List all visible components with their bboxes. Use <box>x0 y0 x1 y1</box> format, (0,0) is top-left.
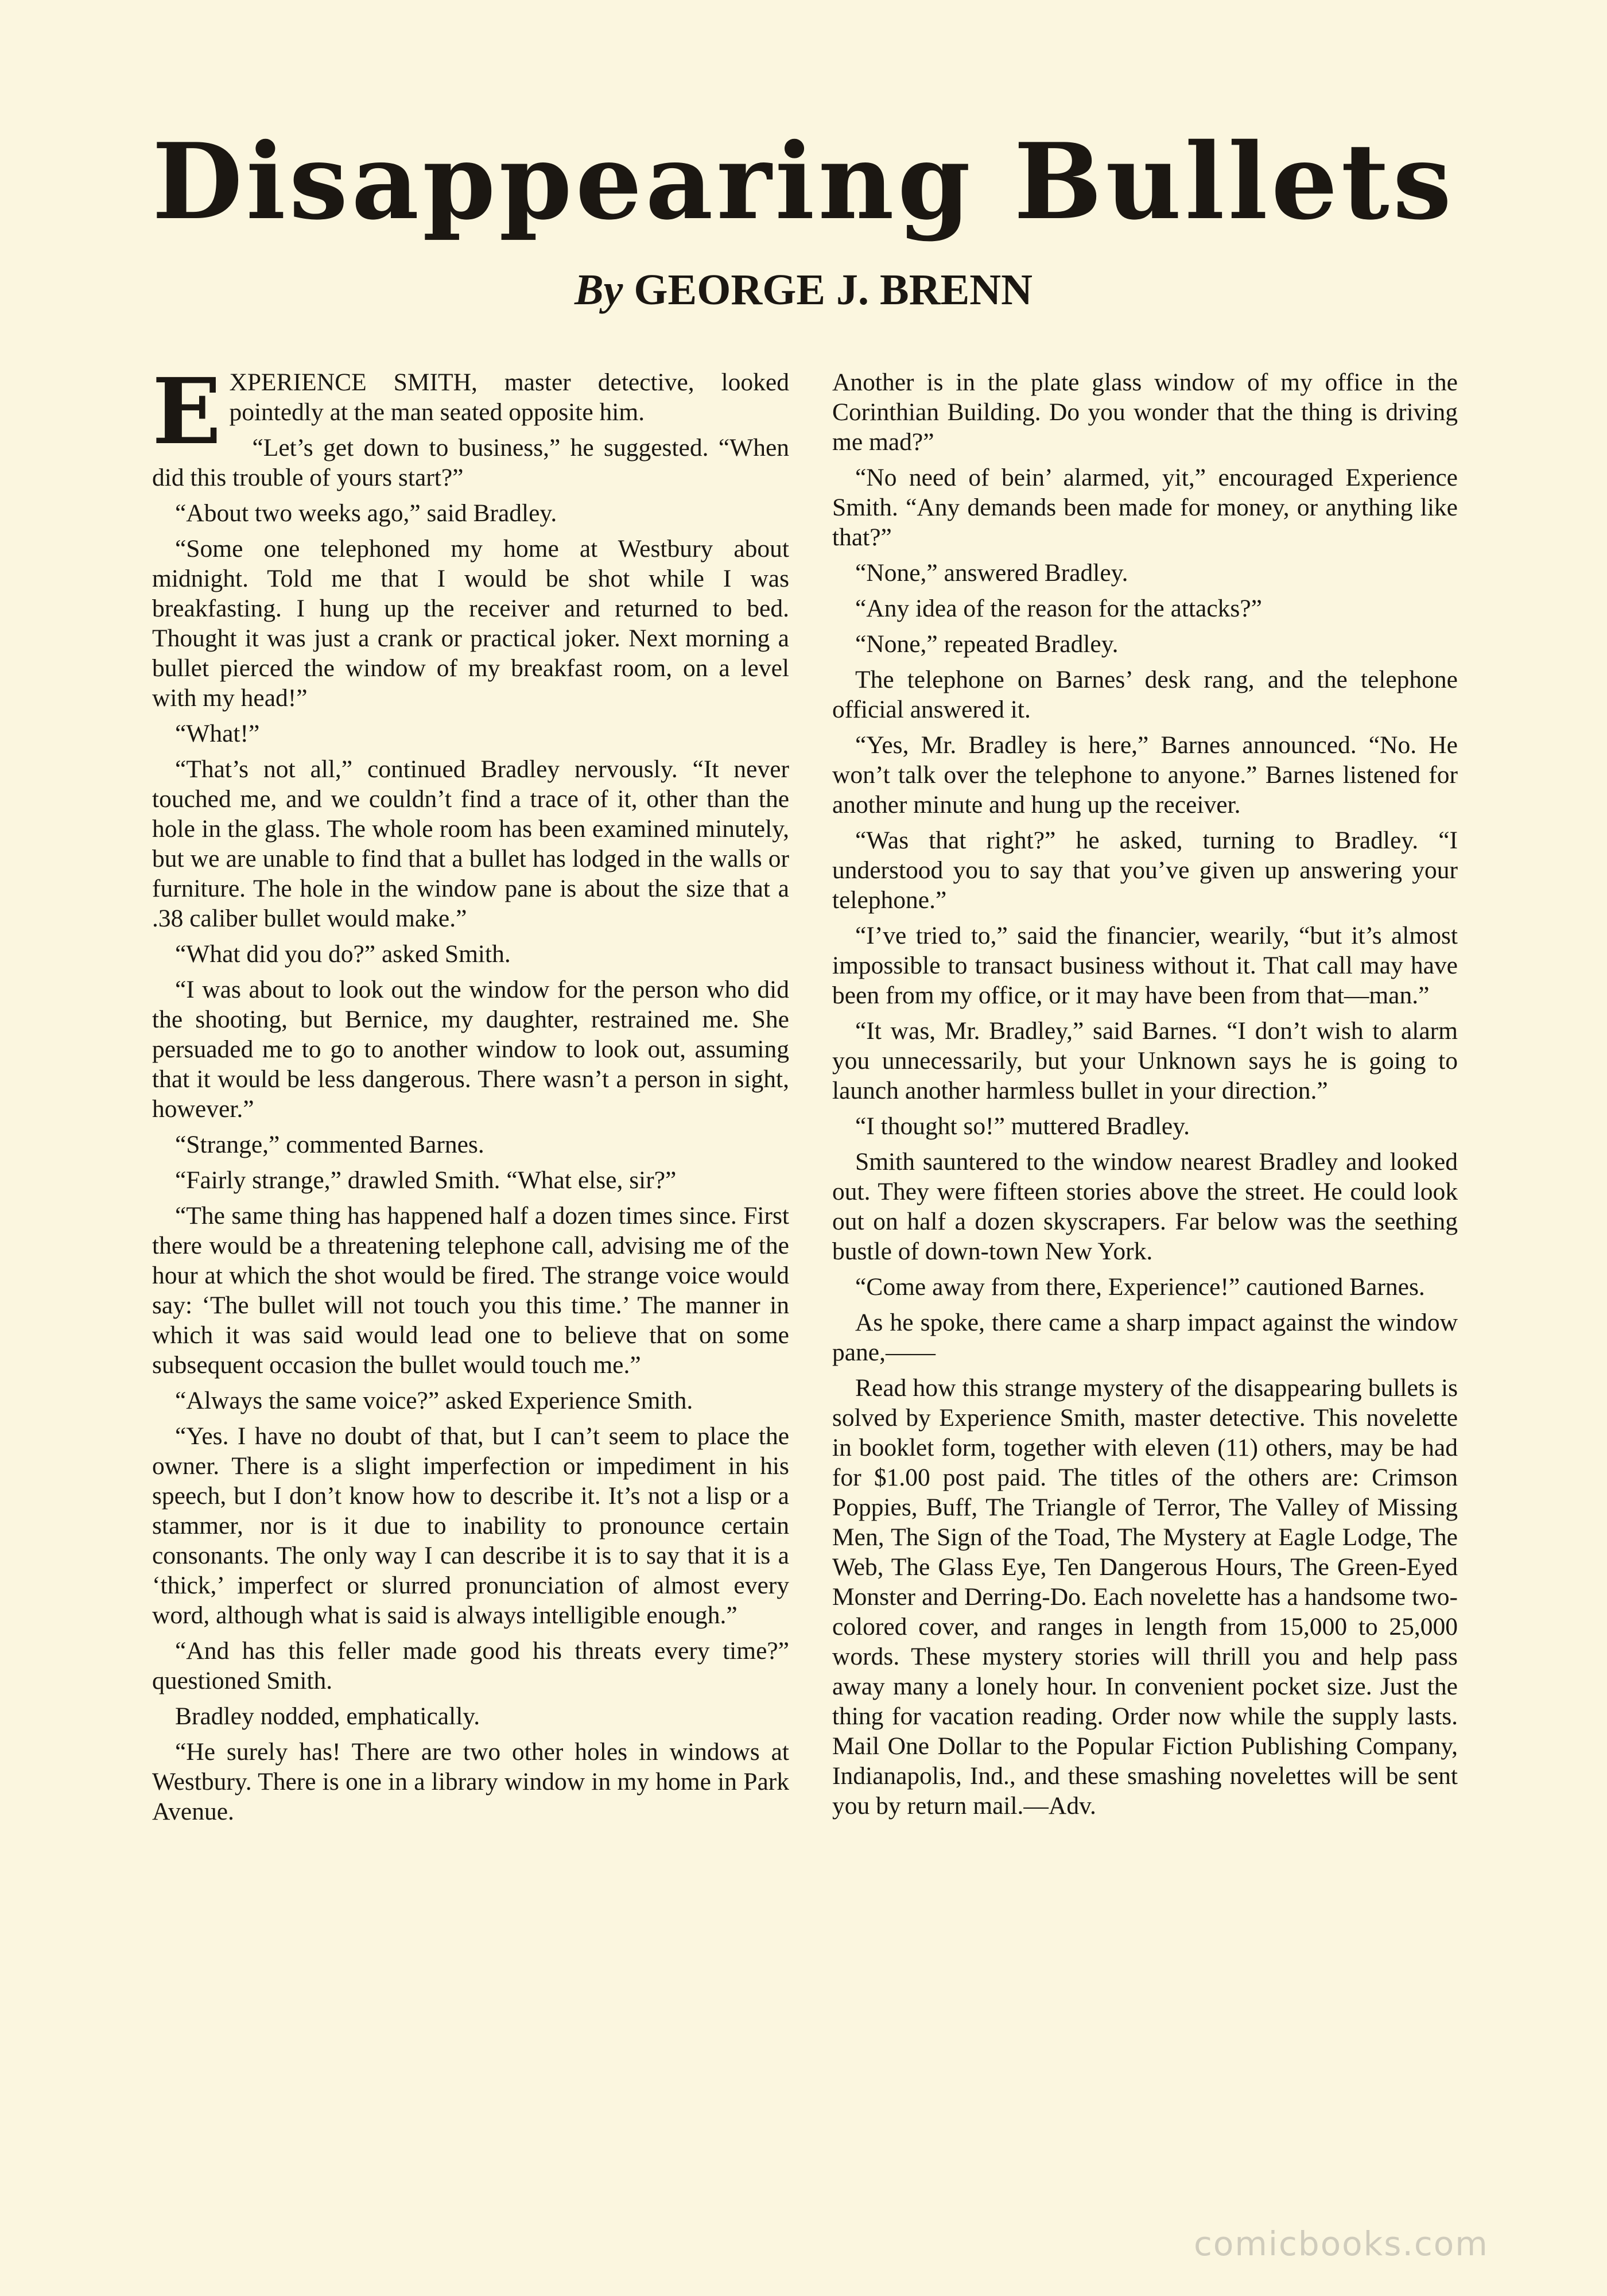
byline-author: GEORGE J. BRENN <box>634 266 1033 314</box>
paragraph: “Some one telephoned my home at Westbury about midnight. Told me that I would be shot while I was breakfasting. I hung up the receiver and returned to bed. Thought it was just a crank or practical joker. Next morning a bullet pierced the window of my breakfast room, on a level with my head!” <box>152 535 789 712</box>
paragraph: “Any idea of the reason for the attacks?” <box>855 595 1262 622</box>
paragraph: “Always the same voice?” asked Experience Smith. <box>175 1387 693 1414</box>
byline <box>0 265 1607 315</box>
paragraph: The telephone on Barnes’ desk rang, and the telephone official answered it. <box>832 666 1458 723</box>
paragraph: “About two weeks ago,” said Bradley. <box>175 499 557 527</box>
paragraph: “None,” answered Bradley. <box>855 559 1128 587</box>
paragraph: “I’ve tried to,” said the financier, wearily, “but it’s almost impossible to transact business without it. That call may have been from my office, or it may have been from that—man.” <box>832 922 1458 1009</box>
paragraph: Another is in the plate glass window of my office in the Corinthian Building. Do you wonder that the thing is driving me mad?” <box>832 369 1458 456</box>
left-column <box>152 359 789 1832</box>
paragraph: “None,” repeated Bradley. <box>855 630 1119 658</box>
paragraph: “Come away from there, Experience!” cautioned Barnes. <box>855 1273 1425 1301</box>
paragraph: “It was, Mr. Bradley,” said Barnes. “I don’t wish to alarm you unnecessarily, but your Unknown says he is going to launch another harmless bullet in your direction.” <box>832 1017 1458 1104</box>
paragraph: “What!” <box>175 720 260 747</box>
paragraph: As he spoke, there came a sharp impact against the window pane,—— <box>832 1309 1458 1366</box>
paragraph: Smith sauntered to the window nearest Bradley and looked out. They were fifteen stories above the street. He could look out on half a dozen skyscrapers. Far below was the seething bustle of down-town New York. <box>832 1148 1458 1265</box>
paragraph: “That’s not all,” continued Bradley nervously. “It never touched me, and we couldn’t find a trace of it, other than the hole in the glass. The whole room has been examined minutely, but we are unable to find that a bullet has lodged in the walls or furniture. The hole in the window pane is about the size that a .38 caliber bullet would make.” <box>152 755 789 932</box>
paragraph: “And has this feller made good his threats every time?” questioned Smith. <box>152 1637 789 1694</box>
paragraph: “Yes. I have no doubt of that, but I can’t seem to place the owner. There is a slight imperfection or impediment in his speech, but I don’t know how to describe it. It’s not a lisp or a stammer, nor is it due to inability to pronounce certain consonants. The only way I can describe it is to say that it is a ‘thick,’ imperfect or slurred pronunciation of almost every word, although what is said is always intelligible enough.” <box>152 1422 789 1629</box>
paragraph: “The same thing has happened half a dozen times since. First there would be a threatening telephone call, advising me of the hour at which the shot would be fired. The strange voice would say: ‘The bullet will not touch you this time.’ The manner in which it was said would lead one to believe that on some subsequent occasion the bullet would touch me.” <box>152 1202 789 1379</box>
right-column <box>832 367 1458 1826</box>
paragraph: “Let’s get down to business,” he suggested. “When did this trouble of yours start?” <box>152 434 789 491</box>
paragraph: “Strange,” commented Barnes. <box>175 1131 484 1158</box>
drop-cap: E <box>152 359 222 465</box>
paragraph: “Was that right?” he asked, turning to Bradley. “I understood you to say that you’ve given up answering your telephone.” <box>832 827 1458 914</box>
paragraph: “I thought so!” muttered Bradley. <box>855 1112 1190 1140</box>
site-watermark: comicbooks.com <box>1194 2224 1489 2263</box>
paragraph: Read how this strange mystery of the disappearing bullets is solved by Experience Smith, master detective. This novelette in booklet form, together with eleven (11) others, may be had for $1.00 post paid. The titles of the others are: Crimson Poppies, Buff, The Triangle of Terror, The Valley of Missing Men, The Sign of the Toad, The Mystery at Eagle Lodge, The Web, The Glass Eye, Ten Dangerous Hours, The Green-Eyed Monster and Derring-Do. Each novelette has a handsome two-colored cover, and ranges in length from 15,000 to 25,000 words. These mystery stories will thrill you and help pass away many a lonely hour. In convenient pocket size. Just the thing for vacation reading. Order now while the supply lasts. Mail One Dollar to the Popular Fiction Publishing Company, Indianapolis, Ind., and these smashing novelettes will be sent you by return mail.—Adv. <box>832 1374 1458 1820</box>
paragraph: XPERIENCE SMITH, master detective, looked pointedly at the man seated opposite him. <box>229 369 789 426</box>
byline-prefix: By <box>574 266 623 314</box>
paragraph: “Yes, Mr. Bradley is here,” Barnes announced. “No. He won’t talk over the telephone to anyone.” Barnes listened for another minute and hung up the receiver. <box>832 731 1458 819</box>
paragraph: “No need of bein’ alarmed, yit,” encouraged Experience Smith. “Any demands been made for money, or anything like that?” <box>832 464 1458 551</box>
paragraph: “He surely has! There are two other holes in windows at Westbury. There is one in a library window in my home in Park Avenue. <box>152 1738 789 1825</box>
paragraph: “Fairly strange,” drawled Smith. “What else, sir?” <box>175 1166 677 1194</box>
paragraph: Bradley nodded, emphatically. <box>175 1702 480 1730</box>
paragraph: “What did you do?” asked Smith. <box>175 940 511 968</box>
story-title: Disappearing Bullets <box>152 120 1455 243</box>
paragraph: “I was about to look out the window for the person who did the shooting, but Bernice, my daughter, restrained me. She persuaded me to go to another window to look out, assuming that it would be less dangerous. There wasn’t a person in sight, however.” <box>152 976 789 1123</box>
